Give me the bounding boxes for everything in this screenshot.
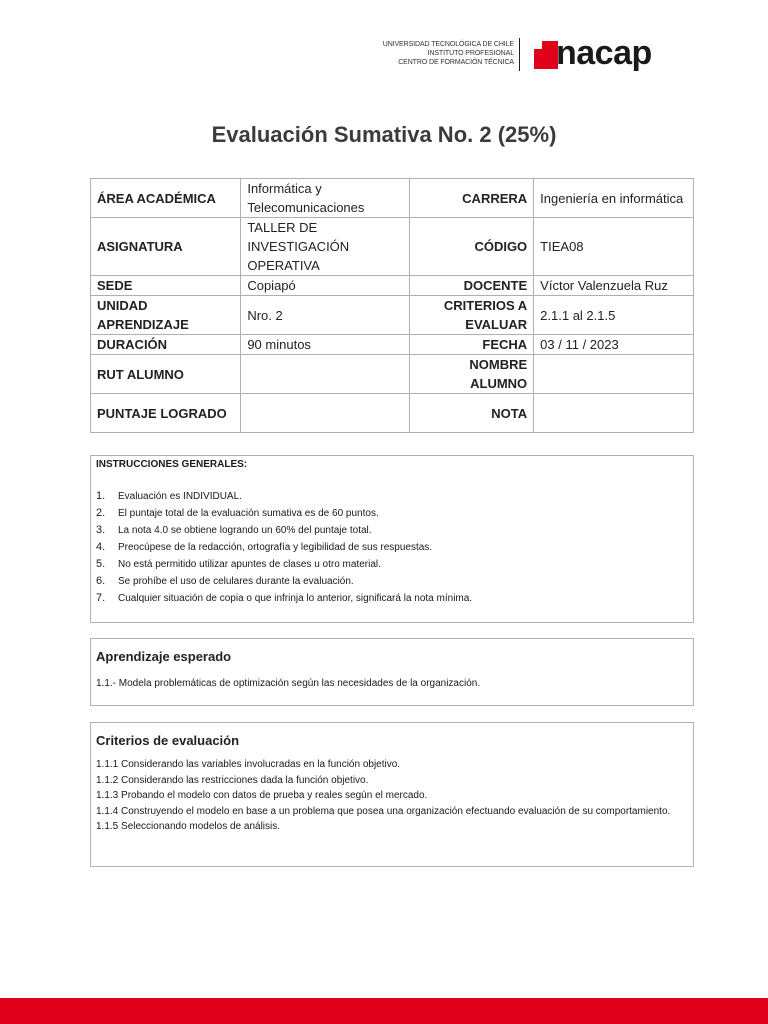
duracion-label: DURACIÓN bbox=[91, 335, 241, 355]
criterios-value: 2.1.1 al 2.1.5 bbox=[534, 296, 694, 335]
table-row bbox=[91, 335, 694, 355]
item-number: 5. bbox=[96, 558, 106, 570]
item-number: 4. bbox=[96, 541, 106, 553]
docente-value: Víctor Valenzuela Ruz bbox=[534, 276, 694, 296]
item-text: Evaluación es INDIVIDUAL. bbox=[118, 491, 242, 502]
footer-bar bbox=[0, 998, 768, 1024]
nombre-label: NOMBRE ALUMNO bbox=[409, 355, 533, 394]
docente-label: DOCENTE bbox=[409, 276, 533, 296]
nombre-field[interactable] bbox=[534, 355, 694, 394]
instructions-heading: INSTRUCCIONES GENERALES: bbox=[96, 459, 248, 470]
list-item bbox=[96, 539, 472, 556]
item-text: No está permitido utilizar apuntes de clases u otro material. bbox=[118, 559, 381, 570]
carrera-label: CARRERA bbox=[409, 179, 533, 218]
aprendizaje-box bbox=[90, 638, 694, 706]
list-item: 1.1.3 Probando el modelo con datos de prueba y reales según el mercado. bbox=[96, 790, 428, 801]
unidad-label: UNIDAD APRENDIZAJE bbox=[91, 296, 241, 335]
list-item bbox=[96, 556, 472, 573]
codigo-label: CÓDIGO bbox=[409, 218, 533, 276]
instructions-box bbox=[90, 455, 694, 623]
list-item: 1.1.2 Considerando las restricciones dada la función objetivo. bbox=[96, 774, 369, 786]
info-table bbox=[90, 178, 694, 433]
item-number: 7. bbox=[96, 592, 106, 604]
table-row bbox=[91, 394, 694, 433]
area-label: ÁREA ACADÉMICA bbox=[91, 179, 241, 218]
list-item bbox=[96, 505, 472, 522]
table-row bbox=[91, 355, 694, 394]
item-text: Preocúpese de la redacción, ortografía y legibilidad de sus respuestas. bbox=[118, 542, 433, 553]
item-number: 6. bbox=[96, 575, 106, 587]
list-item bbox=[96, 590, 472, 607]
duracion-value: 90 minutos bbox=[241, 335, 409, 355]
puntaje-label: PUNTAJE LOGRADO bbox=[91, 394, 241, 433]
rut-field[interactable] bbox=[241, 355, 409, 394]
list-item: 1.1.1 Considerando las variables involucradas en la función objetivo. bbox=[96, 759, 401, 770]
item-number: 3. bbox=[96, 524, 106, 536]
aprendizaje-title: Aprendizaje esperado bbox=[96, 649, 232, 664]
inacap-logo bbox=[360, 34, 680, 81]
codigo-value: TIEA08 bbox=[534, 218, 694, 276]
item-text: La nota 4.0 se obtiene logrando un 60% del puntaje total. bbox=[118, 525, 372, 536]
list-item bbox=[96, 488, 472, 505]
carrera-value: Ingeniería en informática bbox=[534, 179, 694, 218]
list-item bbox=[96, 522, 472, 539]
logo-mark-icon bbox=[534, 41, 558, 69]
table-row bbox=[91, 218, 694, 276]
instructions-list bbox=[96, 488, 472, 607]
criterios-box bbox=[90, 722, 694, 867]
nota-field[interactable] bbox=[534, 394, 694, 433]
item-text: Cualquier situación de copia o que infrinja lo anterior, significará la nota mínima. bbox=[118, 593, 473, 604]
criterios-label: CRITERIOS A EVALUAR bbox=[409, 296, 533, 335]
area-value: Informática y Telecomunicaciones bbox=[241, 179, 409, 218]
table-row bbox=[91, 179, 694, 218]
criterios-list bbox=[96, 757, 688, 835]
logo-wordmark: nacap bbox=[556, 34, 652, 72]
asignatura-label: ASIGNATURA bbox=[91, 218, 241, 276]
unidad-value: Nro. 2 bbox=[241, 296, 409, 335]
item-text: Se prohíbe el uso de celulares durante la evaluación. bbox=[118, 576, 354, 587]
item-number: 1. bbox=[96, 490, 106, 502]
puntaje-field[interactable] bbox=[241, 394, 409, 433]
list-item: 1.1.4 Construyendo el modelo en base a un problema que posea una organización efectuando evaluación de su comportamiento. bbox=[96, 805, 671, 817]
fecha-value: 03 / 11 / 2023 bbox=[534, 335, 694, 355]
page-title: Evaluación Sumativa No. 2 (25%) bbox=[211, 122, 557, 147]
sede-label: SEDE bbox=[91, 276, 241, 296]
aprendizaje-text: 1.1.- Modela problemáticas de optimización según las necesidades de la organización. bbox=[96, 678, 481, 689]
asignatura-value: TALLER DE INVESTIGACIÓN OPERATIVA bbox=[241, 218, 409, 276]
fecha-label: FECHA bbox=[409, 335, 533, 355]
institution-line: INSTITUTO PROFESIONAL bbox=[427, 50, 514, 57]
institution-lines bbox=[383, 40, 514, 67]
logo-divider bbox=[519, 38, 520, 71]
list-item bbox=[96, 573, 472, 590]
institution-line: CENTRO DE FORMACIÓN TÉCNICA bbox=[398, 59, 514, 66]
table-row bbox=[91, 276, 694, 296]
table-row bbox=[91, 296, 694, 335]
nota-label: NOTA bbox=[409, 394, 533, 433]
rut-label: RUT ALUMNO bbox=[91, 355, 241, 394]
criterios-title: Criterios de evaluación bbox=[96, 733, 240, 748]
list-item: 1.1.5 Seleccionando modelos de análisis. bbox=[96, 821, 281, 832]
sede-value: Copiapó bbox=[241, 276, 409, 296]
institution-line: UNIVERSIDAD TECNOLÓGICA DE CHILE bbox=[382, 41, 514, 48]
item-text: El puntaje total de la evaluación sumativa es de 60 puntos. bbox=[118, 508, 379, 519]
item-number: 2. bbox=[96, 507, 106, 519]
